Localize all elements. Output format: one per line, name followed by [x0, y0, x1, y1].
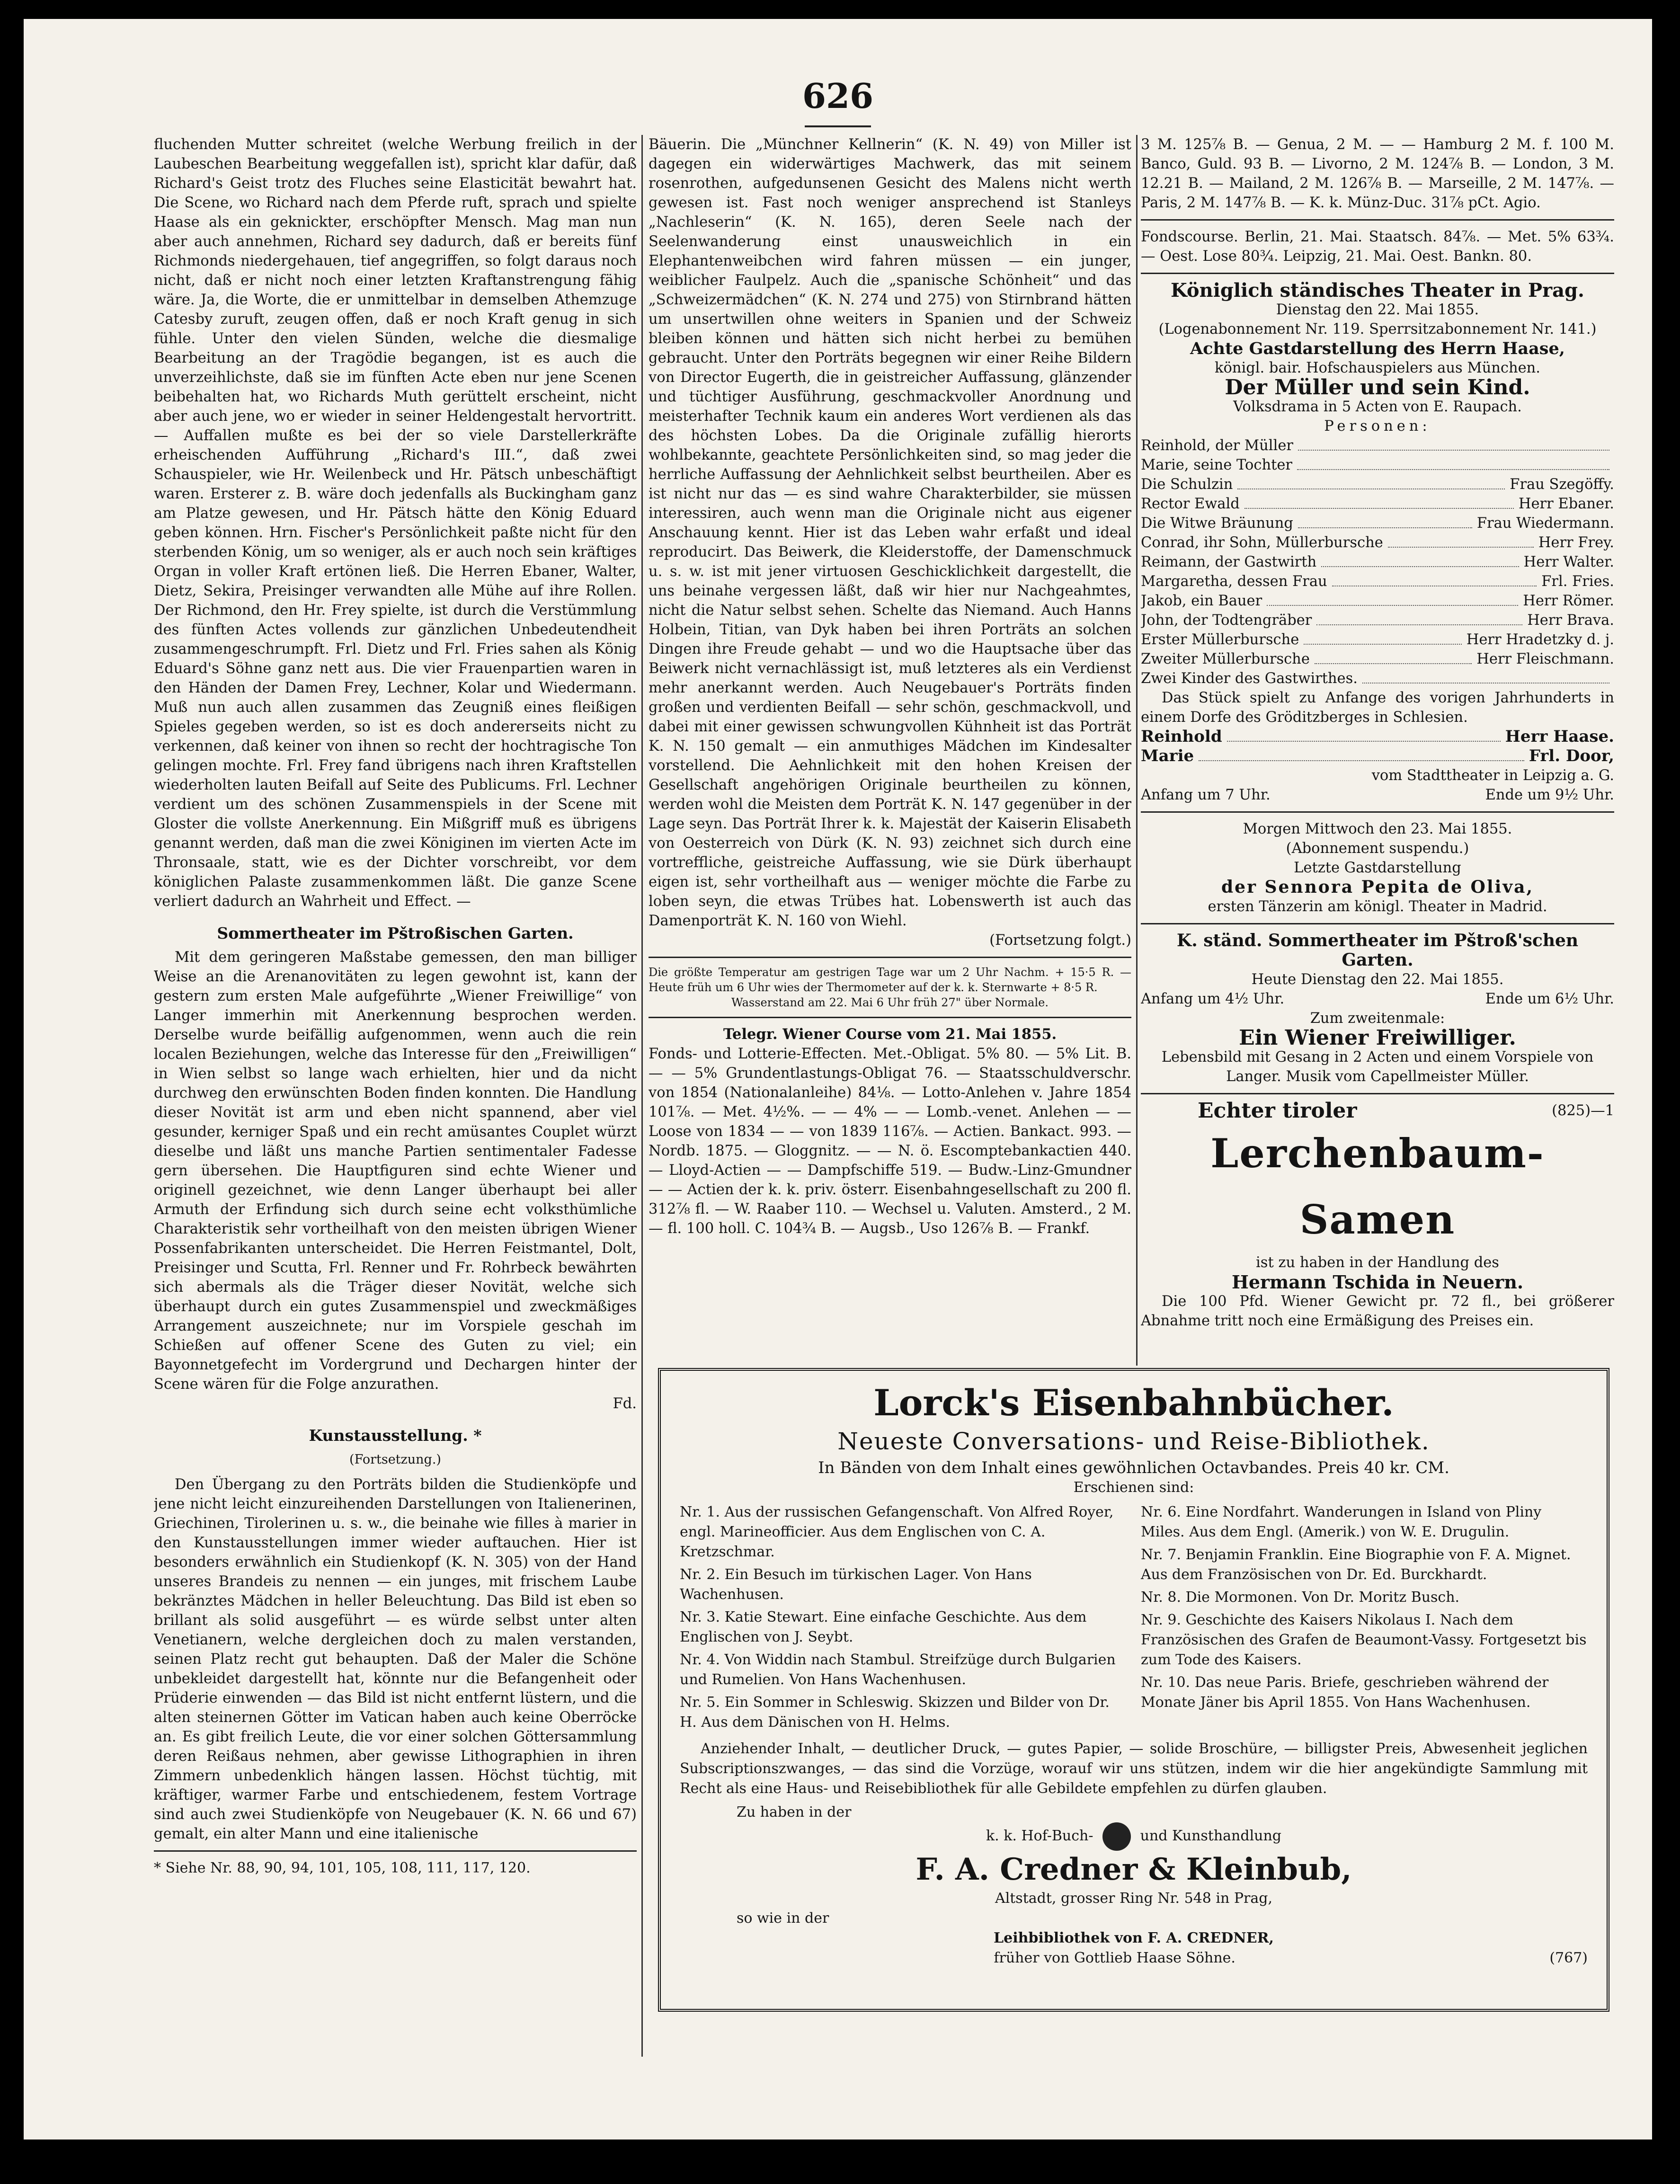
lerchenbaum-price: Die 100 Pfd. Wiener Gewicht pr. 72 fl., bei größerer Abnahme tritt noch eine Ermäßigung des Preises ein.	[1141, 1293, 1614, 1329]
sommertheater-review-text: Mit dem geringeren Maßstabe gemessen, den man billiger Weise an die Arenanovitäten zu legen gewohnt ist, kann der gestern zum ersten Male aufgeführte „Wiener Freiwillige“ von Langer immerhin mit Anerkennung besprochen werden. Derselbe wurde beifällig aufgenommen, wenn auch die rein localen Beziehungen, welche das Interesse für den „Freiwilligen“ in Wien selbst so lange wach erhielten, hier und da nicht durchweg den erwünschten Boden finden konnten. Die Handlung dieser Novität ist arm und eben nicht spannend, aber viel gesunder, kerniger Spaß und ein recht amüsantes Couplet würzt dieselbe und läßt uns manche Partien sentimentaler Fadesse gern übersehen. Die Hauptfiguren sind echte Wiener und originell gezeichnet, wie denn Langer überhaupt bei aller Armuth der Erfindung sich durch seine echt volksthümliche Charakteristik sehr vortheilhaft von den meisten übrigen Wiener Possenfabrikanten unterscheidet. Die Herren Feistmantel, Dolt, Preisinger und Scutta, Frl. Renner und Fr. Rohrbeck bewährten sich abermals als die Träger dieser Novität, welche sich überhaupt durch ein gutes Zusammenspiel und zweckmäßiges Arrangement auszeichnete; nur im Vorspiele geschah im Schießen auf offener Scene des Guten zu viel; ein Bayonnetgefecht im Vordergrund und Dechargen hinter der Scene wären für die Folge anzurathen.	[154, 949, 637, 1393]
personen-label: Personen:	[1324, 418, 1431, 435]
cast-row	[1141, 494, 1614, 514]
book-entry: Nr. 2. Ein Besuch im türkischen Lager. Von Hans Wachenhusen.	[680, 1566, 1032, 1603]
book-entry: Nr. 8. Die Mormonen. Von Dr. Moritz Busch.	[1141, 1589, 1460, 1606]
tiroler-heading: Echter tiroler	[1198, 1099, 1357, 1123]
lead-actor-1: Herr Haase.	[1505, 727, 1614, 746]
column-3	[1141, 135, 1614, 1347]
course-text: Fonds- und Lotterie-Effecten. Met.-Obligat. 5% 80. — 5% Lit. B. — — 5% Grundentlastungs-Obligat 76. — Staatsschuldverschr. von 1854 (Nationalanleihe) 84⅛. — Lotto-Anlehen v. Jahre 1854 101⅞. — Met. 4½%. — — 4% — — Lomb.-venet. Anlehen — — Loose von 1834 — — von 1839 116⅞. — Actien. Bankact. 993. — Nordb. 1875. — Gloggnitz. — — N. ö. Escomptebankactien 440. — Lloyd-Actien — — Dampfschiffe 519. — Budw.-Linz-Gmundner — — Actien der k. k. priv. österr. Eisenbahngesellschaft zu 200 fl. 312⅞ fl. — W. Raaber 110. — Wechsel u. Valuten. Amsterd., 2 M. — fl. 100 holl. C. 104¾ B. — Augsb., Uso 126⅞ B. — Frankf.	[649, 1046, 1131, 1237]
ad-title: Lorck's Eisenbahnbücher.	[873, 1382, 1394, 1424]
cast-role: Marie, seine Tochter	[1141, 457, 1292, 473]
ad-kunst: und Kunsthandlung	[1140, 1828, 1282, 1844]
ad-address: Altstadt, grosser Ring Nr. 548 in Prag,	[995, 1890, 1273, 1907]
cast-role: Reinhold, der Müller	[1141, 437, 1293, 454]
book-list-left	[680, 1502, 1127, 1735]
play-setting: Das Stück spielt zu Anfange des vorigen Jahrhunderts in einem Dorfe des Gröditzberges in Schlesien.	[1141, 690, 1614, 726]
end-time-1: Ende um 9½ Uhr.	[1485, 787, 1614, 803]
cast-role: Die Witwe Bräunung	[1141, 515, 1293, 532]
column-1	[154, 135, 637, 2057]
theater-rule	[1141, 273, 1614, 274]
weather-rule	[649, 957, 1131, 958]
column-2	[649, 135, 1131, 1347]
tschida-name: Hermann Tschida in Neuern.	[1231, 1271, 1524, 1293]
book-entry: Nr. 9. Geschichte des Kaisers Nikolaus I. Nach dem Französischen des Grafen de Beaumont-Vassy. Fortgesetzt bis zum Tode des Kaisers.	[1141, 1612, 1587, 1668]
cast-actor: Herr Ebaner.	[1518, 496, 1614, 512]
book-entry: Nr. 5. Ein Sommer in Schleswig. Skizzen und Bilder von Dr. H. Aus dem Dänischen von H. Helms.	[680, 1694, 1110, 1731]
zweitenmale: Zum zweitenmale:	[1310, 1010, 1445, 1027]
ad-number: (767)	[1549, 1950, 1588, 1966]
ad-hof-line	[680, 1822, 1588, 1851]
ad-footer	[680, 1948, 1588, 1968]
tomorrow-abo: (Abonnement suspendu.)	[1286, 840, 1469, 857]
sommertheater-signature: Fd.	[613, 1395, 637, 1412]
cast-role: Zweiter Müllerbursche	[1141, 651, 1310, 667]
freiwilliger-title: Ein Wiener Freiwilliger.	[1239, 1026, 1516, 1050]
fonds-rule	[1141, 219, 1614, 221]
lead-role-1: Reinhold	[1141, 727, 1222, 746]
cast-row	[1141, 611, 1614, 630]
course-title: Telegr. Wiener Course vom 21. Mai 1855.	[723, 1026, 1057, 1043]
tomorrow-date: Morgen Mittwoch den 23. Mai 1855.	[1243, 821, 1512, 837]
lorck-advertisement	[658, 1368, 1609, 2012]
cast-actor: Frau Szegöffy.	[1510, 476, 1614, 493]
summer-rule	[1141, 923, 1614, 924]
cast-role: Jakob, ein Bauer	[1141, 593, 1262, 609]
cast-row	[1141, 669, 1614, 688]
freiwilliger-subtitle: Lebensbild mit Gesang in 2 Acten und einem Vorspiele von Langer. Musik vom Capellmeister Müller.	[1161, 1049, 1594, 1085]
cast-row	[1141, 552, 1614, 572]
book-entry: Nr. 3. Katie Stewart. Eine einfache Geschichte. Aus dem Englischen von J. Seybt.	[680, 1609, 1087, 1645]
exchange-rates: 3 M. 125⅞ B. — Genua, 2 M. — — Hamburg 2 M. f. 100 M. Banco, Guld. 93 B. — Livorno, 2 M. 124⅞ B. — London, 3 M. 12.21 B. — Mailand, 2 M. 126⅞ B. — Marseille, 2 M. 147⅞. — Paris, 2 M. 147⅞ B. — K. k. Münz-Duc. 31⅞ pCt. Agio.	[1141, 136, 1614, 211]
water-level: Wasserstand am 22. Mai 6 Uhr früh 27" über Normale.	[731, 996, 1049, 1009]
book-entry: Nr. 6. Eine Nordfahrt. Wanderungen in Island von Pliny Miles. Aus dem Engl. (Amerik.) von W. E. Drugulin.	[1141, 1504, 1542, 1540]
tomorrow-rule	[1141, 811, 1614, 813]
footnote-rule	[154, 1850, 637, 1852]
start-time-1: Anfang um 7 Uhr.	[1141, 787, 1271, 803]
fonds-course: Fondscourse. Berlin, 21. Mai. Staatsch. 84⅞. — Met. 5% 63¾. — Oest. Lose 80¾. Leipzig, 21. Mai. Oest. Bankn. 80.	[1141, 229, 1614, 265]
cast-role: Margaretha, dessen Frau	[1141, 573, 1327, 590]
last-guest: Letzte Gastdarstellung	[1294, 860, 1461, 876]
cast-row	[1141, 475, 1614, 494]
cast-row	[1141, 649, 1614, 669]
double-eagle-icon	[1102, 1822, 1131, 1851]
tiroler-ad-number: (825)—1	[1552, 1102, 1614, 1119]
cast-actor: Herr Hradetzky d. j.	[1466, 631, 1614, 648]
start-time-2: Anfang um 4½ Uhr.	[1141, 991, 1285, 1007]
tiroler-rule	[1141, 1093, 1614, 1094]
cast-actor: Herr Fleischmann.	[1476, 651, 1614, 667]
summer-date: Heute Dienstag den 22. Mai 1855.	[1251, 971, 1504, 988]
cast-actor: Herr Brava.	[1527, 612, 1614, 629]
cast-row	[1141, 572, 1614, 591]
book-list-right	[1141, 1502, 1588, 1735]
ad-publisher: F. A. Credner & Kleinbub,	[916, 1852, 1352, 1887]
column-divider-1	[641, 135, 643, 2057]
book-entry: Nr. 1. Aus der russischen Gefangenschaft. Von Alfred Royer, engl. Marineofficier. Aus dem Englischen von C. A. Kretzschmar.	[680, 1504, 1114, 1560]
weather-report: Die größte Temperatur am gestrigen Tage war um 2 Uhr Nachm. + 15·5 R. — Heute früh um 6 Uhr wies der Thermometer auf der k. k. Sternwarte + 8·5 R.	[649, 966, 1131, 994]
cast-row	[1141, 514, 1614, 533]
kunstausstellung-subheading: (Fortsetzung.)	[349, 1452, 441, 1467]
lead-row-1	[1141, 727, 1614, 746]
pepita-name: der Sennora Pepita de Oliva,	[1221, 877, 1534, 897]
ad-erschienen: Erschienen sind:	[1073, 1479, 1194, 1496]
cast-actor: Frl. Fries.	[1541, 573, 1614, 590]
ad-promo: Anziehender Inhalt, — deutlicher Druck, — gutes Papier, — solide Broschüre, — billigster Preis, Abwesenheit jeglichen Subscriptionszwanges, — das sind die Vorzüge, worauf wir uns stützen, indem wir die hier angekündigte Sammlung mit Recht als eine Haus- und Reisebibliothek für alle Gebildete empfehlen zu dürfen glauben.	[680, 1740, 1588, 1797]
lead-row-2	[1141, 746, 1614, 766]
cast-role: John, der Todtengräber	[1141, 612, 1312, 629]
times-row-2	[1141, 989, 1614, 1009]
end-time-2: Ende um 6½ Uhr.	[1485, 991, 1614, 1007]
cast-actor: Herr Frey.	[1538, 534, 1614, 551]
ad-subtitle: Neueste Conversations- und Reise-Bibliothek.	[837, 1428, 1430, 1455]
sommertheater-heading: Sommertheater im Pštroßischen Garten.	[217, 924, 574, 942]
lead-note: vom Stadttheater in Leipzig a. G.	[1371, 767, 1614, 784]
cast-actor: Herr Walter.	[1523, 554, 1614, 570]
cast-list	[1141, 436, 1614, 688]
ad-sowie: so wie in der	[737, 1910, 829, 1927]
footnote: * Siehe Nr. 88, 90, 94, 101, 105, 108, 111, 117, 120.	[154, 1860, 531, 1876]
theater-heading: Königlich ständisches Theater in Prag.	[1171, 279, 1584, 302]
lerchenbaum-title: Lerchenbaum-Samen	[1210, 1130, 1545, 1243]
times-row-1	[1141, 785, 1614, 805]
page-number-rule	[805, 125, 871, 127]
kunstausstellung-text: Den Übergang zu den Porträts bilden die Studienköpfe und jene nicht leicht einzureihenden Darstellungen von Italienerinen, Griechinen, Tirolerinen u. s. w., die beinahe wie filles à marier in den Kunstausstellungen immer wieder auftauchen. Hier ist besonders erwähnlich ein Studienkopf (K. N. 305) von der Hand unseres Brandeis zu nennen — ein junges, mit frischem Laube bekränztes Mädchen in heller Beleuchtung. Das Bild ist eben so brillant als solid ausgeführt — es würde selbst unter alten Venetianern, welche dergleichen doch zu malen verstanden, seinen Platz recht gut behaupten. Daß der Maler die Schöne unbekleidet dargestellt hat, könnte nur die Befangenheit oder Prüderie einwenden — das Bild ist nicht entfernt lüstern, und die alten steinernen Götter im Vatican haben auch keine Oberröcke an. Es gibt freilich Leute, die vor einer solchen Göttersammlung deren Reißaus nehmen, aber gewisse Lithographien in ihren Zimmern unbedenklich hängen lassen. Höchst tüchtig, mit kräftiger, warmer Farbe und entschiedenem, festem Vortrage sind auch zwei Studienköpfe von Neugebauer (K. N. 66 und 67) gemalt, ein alter Mann und eine italienische	[154, 1476, 637, 1842]
book-list	[680, 1502, 1588, 1735]
lead-role-2: Marie	[1141, 746, 1194, 765]
ad-leihbibliothek: Leihbibliothek von F. A. CREDNER,	[994, 1930, 1274, 1946]
cast-role: Die Schulzin	[1141, 476, 1233, 493]
play-title: Der Müller und sein Kind.	[1225, 375, 1530, 400]
cast-role: Rector Ewald	[1141, 496, 1240, 512]
cast-role: Conrad, ihr Sohn, Müllerbursche	[1141, 534, 1383, 551]
pepita-subtitle: ersten Tänzerin am königl. Theater in Madrid.	[1208, 898, 1547, 915]
theater-guest: Achte Gastdarstellung des Herrn Haase,	[1190, 339, 1565, 358]
cast-role: Reimann, der Gastwirth	[1141, 554, 1317, 570]
kunstausstellung-continued-text: Bäuerin. Die „Münchner Kellnerin“ (K. N. 49) von Miller ist dagegen ein widerwärtiges Machwerk, das mit seinem rosenrothen, aufgedunsenen Gesicht des Malens nicht werth gewesen ist. Fast noch weniger ansprechend ist Stanleys „Nachleserin“ (K. N. 165), deren Seele nach der Seelenwanderung einst unausweichlich in ein Elephantenweibchen wird fahren müssen — ein junger, weiblicher Faulpelz. Auch die „spanische Schönheit“ und das „Schweizermädchen“ (K. N. 274 und 275) von Stirnbrand hätten um unsertwillen ohne weiters in Spanien und der Schweiz bleiben können und hätten sich nicht herbei zu bemühen gebraucht. Unter den Porträts begegnen wir einer Reihe Bildern von Director Eugerth, die in geistreicher Auffassung, glänzender und tüchtiger Ausführung, geschmackvoller Anordnung und meisterhafter Technik kaum ein anderes Wort verdienen als das des höchsten Lobes. Da die Originale zufällig hierorts wohlbekannte, geachtete Persönlichkeiten sind, so mag jeder die herrliche Auffassung der Aehnlichkeit selbst beurtheilen. Aber es ist nicht nur das — es sind wahre Charakterbilder, sie müssen interessiren, auch wenn man die Originale nicht aus eigener Anschauung kennt. Hier ist das Leben wahr erfaßt und ideal reproducirt. Das Beiwerk, die Kleiderstoffe, der Damenschmuck u. s. w. ist mit jener virtuosen Geschicklichkeit dargestellt, die uns beinahe vergessen läßt, daß wir hier nur Nachgeahmtes, nicht die Natur selbst sehen. Schelte das Niemand. Auch Hanns Holbein, Titian, van Dyk haben bei ihren Porträts an solchen Dingen ihre Freude gehabt — und wo die Hauptsache über das Beiwerk nicht vernachlässigt ist, muß letzteres als ein Verdienst mehr anerkannt werden. Auch Neugebauer's Porträts finden großen und verdienten Beifall — sehr schön, geschmackvoll, und dabei mit einer gewissen schwungvollen Kühnheit ist das Porträt K. N. 150 gemalt — ein anmuthiges Mädchen im Kindesalter vorstellend. Die Aehnlichkeit mit den hohen Kreisen der Gesellschaft angehörigen Originale beurtheilen zu können, werden wohl die Meisten dem Porträt K. N. 147 gegenüber in der Lage seyn. Das Porträt Ihrer k. k. Majestät der Kaiserin Elisabeth von Oesterreich von Dürk (K. N. 93) zeichnet sich durch eine vortreffliche, geistreiche Auffassung, wie sie Dürk überhaupt eigen ist, sehr vortheilhaft aus — weniger möchte die Farbe zu loben seyn, die etwas Trübes hat. Lobenswerth ist auch das Damenporträt K. N. 160 von Wiehl.	[649, 136, 1131, 929]
newspaper-page	[24, 19, 1652, 2140]
cast-role: Zwei Kinder des Gastwirthes.	[1141, 670, 1358, 687]
cast-row	[1141, 630, 1614, 649]
cast-role: Erster Müllerbursche	[1141, 631, 1299, 648]
theater-guest-origin: königl. bair. Hofschauspielers aus München.	[1215, 360, 1540, 376]
book-entry: Nr. 7. Benjamin Franklin. Eine Biographie von F. A. Mignet. Aus dem Französischen von Dr. Ed. Burckhardt.	[1141, 1546, 1571, 1583]
continuation-note: (Fortsetzung folgt.)	[989, 932, 1131, 949]
tiroler-row	[1141, 1099, 1614, 1123]
course-rule	[649, 1017, 1131, 1018]
ad-hof: k. k. Hof-Buch-	[986, 1828, 1093, 1844]
book-entry: Nr. 10. Das neue Paris. Briefe, geschrieben während der Monate Jäner bis April 1855. Von Hans Wachenhusen.	[1141, 1674, 1549, 1711]
ad-zu-haben: Zu haben in der	[737, 1804, 852, 1820]
book-entry: Nr. 4. Von Widdin nach Stambul. Streifzüge durch Bulgarien und Rumelien. Von Hans Wachenhusen.	[680, 1651, 1116, 1688]
column-divider-2	[1136, 135, 1138, 1366]
summer-heading: K. ständ. Sommertheater im Pštroß'schen Garten.	[1176, 931, 1579, 970]
cast-row	[1141, 533, 1614, 552]
cast-row	[1141, 436, 1614, 455]
ad-format: In Bänden von dem Inhalt eines gewöhnlichen Octavbandes. Preis 40 kr. CM.	[818, 1458, 1449, 1477]
ad-frueher: früher von Gottlieb Haase Söhne.	[994, 1950, 1236, 1966]
cast-actor: Frau Wiedermann.	[1476, 515, 1614, 532]
lerchenbaum-subtitle: ist zu haben in der Handlung des	[1256, 1254, 1499, 1271]
kunstausstellung-heading: Kunstausstellung. *	[309, 1426, 482, 1445]
cast-actor: Herr Römer.	[1523, 593, 1614, 609]
page-number: 626	[802, 76, 874, 116]
richard-review-text: fluchenden Mutter schreitet (welche Werbung freilich in der Laubeschen Bearbeitung weggefallen ist), spricht klar dafür, daß Richard's Geist trotz des Fluches seine Elasticität bewahrt hat. Die Scene, wo Richard nach dem Pferde ruft, sprach und spielte Haase als ein geknickter, erschöpfter Mensch. Mag man nun aber auch annehmen, Richard sey dadurch, daß er bereits fünf Richmonds niedergehauen, tief angegriffen, so folgt daraus noch nicht, daß er nicht noch einer letzten Kraftanstrengung fähig wäre. Ja, die Worte, die er unmittelbar in demselben Athemzuge Catesby zuruft, zeugen offen, daß er noch Kraft genug in sich fühle. Unter den vielen Sünden, welche die diesmalige Bearbeitung an der Tragödie begangen, ist es auch die unverzeihlichste, daß sie im fünften Acte eben nur jene Scenen beibehalten hat, wo Richards Muth gerüttelt erscheint, nicht aber auch jene, wo er wieder in seiner Heldengestalt hervortritt. — Auffallen mußte es bei der so viele Darstellerkräfte erheischenden Aufführung „Richard's III.“, daß zwei Schauspieler, wie Hr. Weilenbeck und Hr. Pätsch unbeschäftigt waren. Ersterer z. B. wäre doch jedenfalls als Buckingham ganz am Platze gewesen, und Hr. Pätsch hätte den König Eduard geben können. Hrn. Fischer's Persönlichkeit paßte nicht für den sterbenden König, um so weniger, als er auch noch sein kräftiges Organ in voller Kraft ertönen ließ. Die Herren Ebaner, Walter, Dietz, Sekira, Preisinger verwandten alle Mühe auf ihre Rollen. Der Richmond, den Hr. Frey spielte, ist durch die Verstümmlung des fünften Actes vollends zur gänzlichen Unbedeutendheit zusammengeschrumpft. Frl. Dietz und Frl. Fries sahen als König Eduard's Söhne ganz nett aus. Die vier Frauenpartien waren in den Händen der Damen Frey, Lechner, Kolar und Wiedermann. Muß nun auch allen zusammen das Zeugniß eines fleißigen Spieles gegeben werden, so ist es doch andererseits nicht zu verkennen, daß keiner von ihnen so recht der hochtragische Ton gelingen mochte. Frl. Frey fand übrigens nach ihren Kraftstellen wiederholten lauten Beifall auf Seite des Publicums. Frl. Lechner verdient um des schönen Zusammenspiels in der Scene mit Gloster die vollste Anerkennung. Ein Mißgriff muß es übrigens genannt werden, daß man die zwei Königinen im vierten Acte im Thronsaale, statt, wie es der Dichter vorschreibt, vor dem königlichen Palaste zusammenkommen läßt. Die ganze Scene verliert dadurch an Wahrheit und Effect. —	[154, 136, 637, 910]
cast-row	[1141, 455, 1614, 475]
theater-date: Dienstag den 22. Mai 1855.	[1276, 302, 1479, 318]
cast-row	[1141, 591, 1614, 611]
lead-actor-2: Frl. Door,	[1529, 746, 1614, 765]
theater-abonnement: (Logenabonnement Nr. 119. Sperrsitzabonnement Nr. 141.)	[1158, 321, 1597, 337]
play-subtitle: Volksdrama in 5 Acten von E. Raupach.	[1233, 399, 1522, 415]
